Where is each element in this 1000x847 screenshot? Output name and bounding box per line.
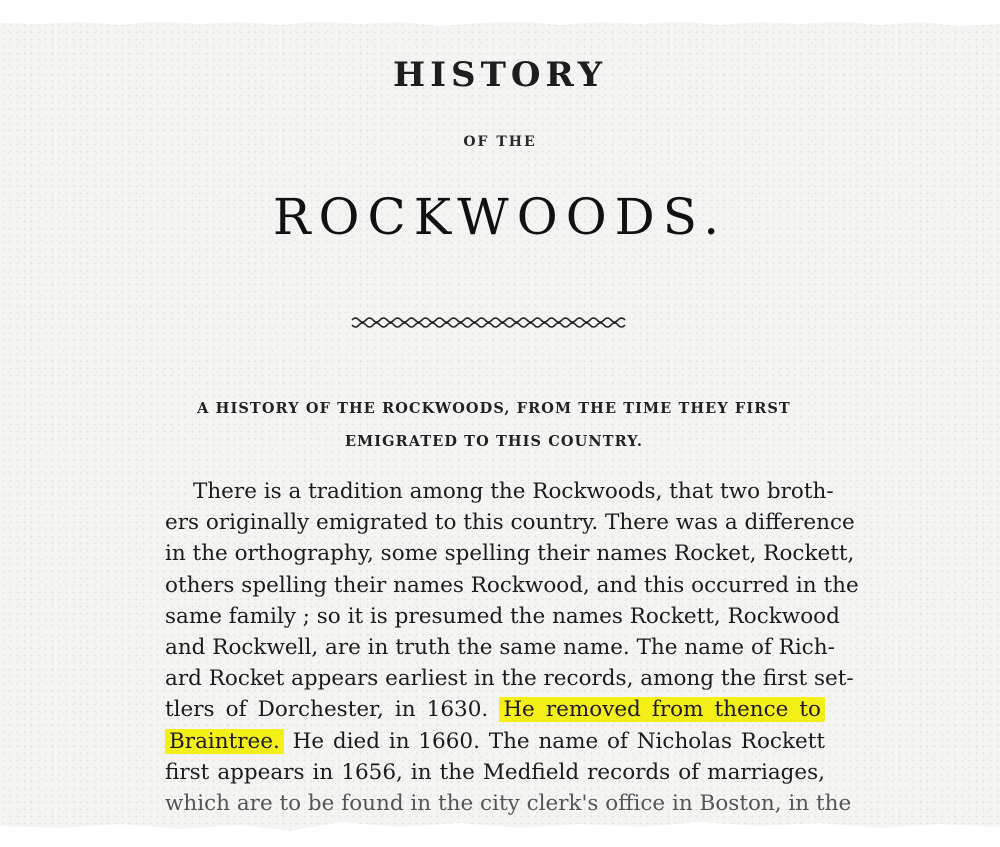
text-line: which are to be found in the city clerk's office in Boston, in the (165, 790, 852, 816)
text-line: others spelling their names Rockwood, and this occurred in the (165, 572, 859, 598)
decorative-wavy-rule (350, 314, 630, 330)
text-segment: He died in 1660. The name of Nicholas Rockett (292, 728, 825, 754)
highlighted-text: He removed from thence to (499, 697, 825, 722)
text-line: ard Rocket appears earliest in the records, among the first set- (165, 666, 854, 692)
subheading-line-1: A HISTORY OF THE ROCKWOODS, FROM THE TIME THEY FIRST (197, 400, 791, 417)
title-history: HISTORY (393, 55, 607, 95)
body-paragraph (165, 476, 859, 819)
subheading-line-2: EMIGRATED TO THIS COUNTRY. (344, 433, 644, 450)
text-line: first appears in 1656, in the Medfield records of marriages, (165, 759, 825, 785)
text-line: same family ; so it is presumed the names Rockett, Rockwood (165, 603, 840, 629)
text-line: in the orthography, some spelling their names Rocket, Rockett, (165, 541, 855, 567)
title-of-the: OF THE (463, 134, 537, 150)
title-rockwoods: ROCKWOODS. (272, 188, 728, 246)
text-line (165, 726, 825, 757)
torn-top-edge (0, 10, 1000, 34)
text-line: ers originally emigrated to this country. There was a difference (165, 510, 855, 536)
text-segment: tlers of Dorchester, in 1630. (165, 697, 489, 723)
text-line: and Rockwell, are in truth the same name. The name of Rich- (165, 634, 835, 660)
highlighted-text: Braintree. (165, 729, 284, 754)
chapter-subheading (160, 392, 828, 458)
text-line (165, 694, 825, 725)
text-line: There is a tradition among the Rockwoods, that two broth- (193, 479, 834, 504)
